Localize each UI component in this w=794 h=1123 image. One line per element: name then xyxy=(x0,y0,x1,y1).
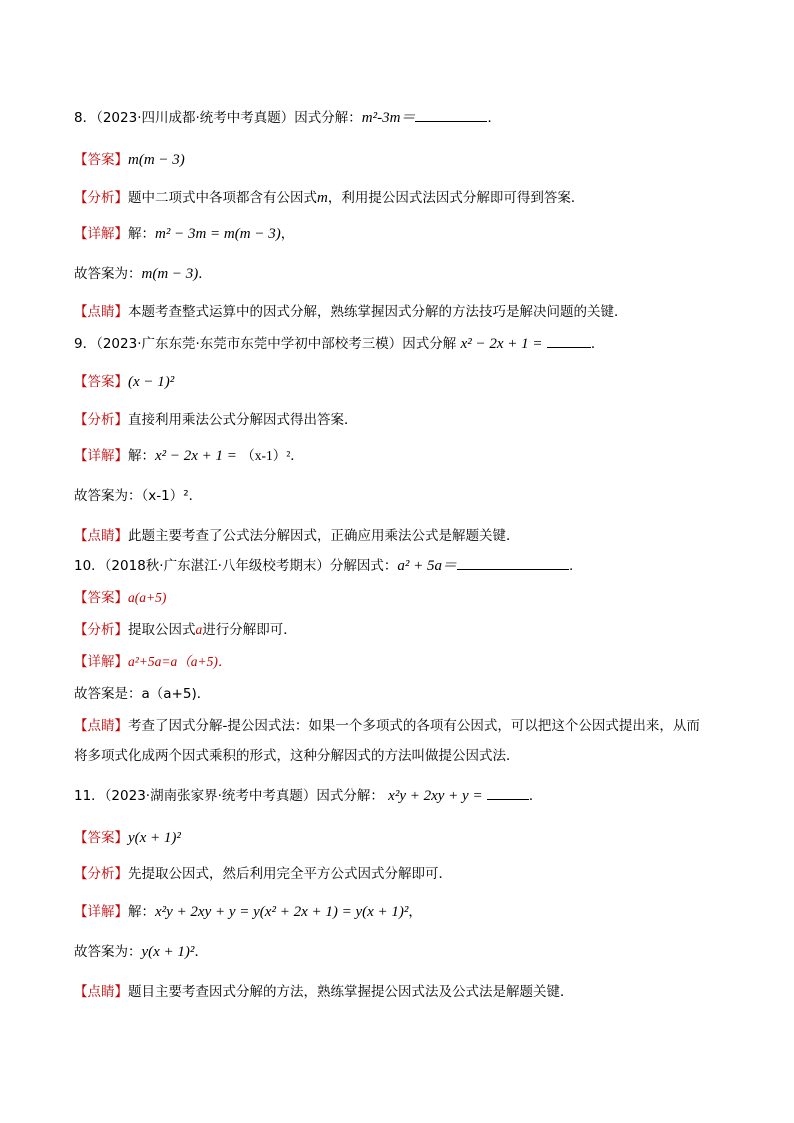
q8-stem-text: 8．（2023·四川成都·统考中考真题）因式分解： xyxy=(74,110,362,126)
q9-answer-blank xyxy=(547,335,591,348)
q11-end: ． xyxy=(528,788,543,804)
q8-detail xyxy=(74,224,294,244)
q8-analysis-text-b: ，利用提公因式法因式分解即可得到答案． xyxy=(327,190,585,206)
analysis-tag: 【分析】 xyxy=(74,622,128,638)
q9-expr: x² − 2x + 1 = xyxy=(460,336,543,352)
q9-end: ． xyxy=(590,336,605,352)
q10-comment-text-2: 将多项式化成两个因式乘积的形式，这种分解因式的方法叫做提公因式法． xyxy=(74,748,520,764)
q9-comment-text: 此题主要考查了公式法分解因式，正确应用乘法公式是解题关键． xyxy=(128,528,520,544)
q8-analysis-var: m xyxy=(317,190,328,206)
q8-final-math: m(m − 3) xyxy=(141,266,199,282)
q9-detail-text: 解： xyxy=(128,448,155,464)
q11-answer-blank xyxy=(487,787,529,800)
q11-answer-math: y(x + 1)² xyxy=(128,830,181,846)
comment-tag: 【点睛】 xyxy=(74,718,128,734)
q8-analysis xyxy=(74,188,584,208)
q11-expr: x²y + 2xy + y = xyxy=(388,788,483,804)
q8-answer-blank xyxy=(415,109,487,122)
q8-end: ． xyxy=(487,110,501,126)
q11-answer xyxy=(74,828,181,848)
q11-detail-text: 解： xyxy=(128,904,155,920)
q8-detail-math: m² − 3m = m(m − 3) xyxy=(155,226,281,242)
q8-comment xyxy=(74,302,628,322)
detail-tag: 【详解】 xyxy=(74,654,128,670)
q10-comment-text-1: 考查了因式分解-提公因式法：如果一个多项式的各项有公因式，可以把这个公因式提出来，从而 xyxy=(128,718,700,734)
q11-comment-text: 题目主要考查因式分解的方法，熟练掌握提公因式法及公式法是解题关键． xyxy=(128,984,574,1000)
comment-tag: 【点睛】 xyxy=(74,304,128,320)
q10-analysis-text-b: 进行分解即可． xyxy=(202,622,297,638)
q9-detail-math: x² − 2x + 1 = xyxy=(155,448,237,464)
q10-end: . xyxy=(569,558,574,574)
detail-tag: 【详解】 xyxy=(74,448,128,464)
detail-tag: 【详解】 xyxy=(74,226,128,242)
q10-expr: a² + 5a＝ xyxy=(397,558,457,574)
q9-final xyxy=(74,486,202,506)
q11-detail-end: ， xyxy=(408,904,422,920)
q9-detail xyxy=(74,446,304,466)
answer-tag: 【答案】 xyxy=(74,590,128,606)
analysis-tag: 【分析】 xyxy=(74,412,128,428)
q11-final-text: 故答案为： xyxy=(74,944,142,960)
q8-comment-text: 本题考查整式运算中的因式分解，熟练掌握因式分解的方法技巧是解决问题的关键． xyxy=(128,304,628,320)
q10-analysis xyxy=(74,620,297,640)
analysis-tag: 【分析】 xyxy=(74,866,128,882)
q8-stem xyxy=(74,108,501,128)
q9-detail-result: （x-1）²． xyxy=(241,448,304,463)
answer-tag: 【答案】 xyxy=(74,830,128,846)
detail-tag: 【详解】 xyxy=(74,904,128,920)
q9-stem-text: 9．（2023·广东东莞·东莞市东莞中学初中部校考三模）因式分解 xyxy=(74,336,457,352)
q8-detail-end: ， xyxy=(280,226,295,242)
q9-stem xyxy=(74,334,604,354)
q10-answer xyxy=(74,588,166,608)
q11-detail-math: x²y + 2xy + y = y(x² + 2x + 1) = y(x + 1)² xyxy=(155,904,409,920)
q8-detail-text: 解： xyxy=(128,226,155,242)
q10-answer-math: a(a+5) xyxy=(128,590,167,605)
q8-final-end: ． xyxy=(198,266,212,282)
q11-final-end: ． xyxy=(194,944,208,960)
q8-final xyxy=(74,264,212,284)
q10-answer-blank xyxy=(457,557,569,570)
q8-answer-math: m(m − 3) xyxy=(128,152,185,168)
q9-analysis xyxy=(74,410,358,430)
q9-answer xyxy=(74,372,174,392)
q10-analysis-text-a: 提取公因式 xyxy=(128,622,196,638)
q9-final-text: 故答案为：（x-1）²． xyxy=(74,488,203,504)
comment-tag: 【点睛】 xyxy=(74,528,128,544)
q8-expr: m²-3m＝ xyxy=(361,110,416,126)
q8-answer xyxy=(74,150,185,170)
q10-stem-text: 10．（2018秋·广东湛江·八年级校考期末）分解因式： xyxy=(74,558,398,574)
q10-comment-cont xyxy=(74,746,520,766)
q10-final xyxy=(74,684,210,704)
answer-tag: 【答案】 xyxy=(74,152,128,168)
q11-stem-text: 11．（2023·湖南张家界·统考中考真题）因式分解： xyxy=(74,788,384,804)
q9-analysis-text: 直接利用乘法公式分解因式得出答案． xyxy=(128,412,358,428)
q8-final-text: 故答案为： xyxy=(74,266,142,282)
q10-detail-math: a²+5a=a（a+5)． xyxy=(128,654,232,669)
q10-detail xyxy=(74,652,231,672)
q11-analysis xyxy=(74,864,452,884)
comment-tag: 【点睛】 xyxy=(74,984,128,1000)
q10-analysis-var: a xyxy=(195,622,203,637)
analysis-tag: 【分析】 xyxy=(74,190,128,206)
q10-stem xyxy=(74,556,573,576)
q8-analysis-text-a: 题中二项式中各项都含有公因式 xyxy=(128,190,317,206)
q11-comment xyxy=(74,982,574,1002)
q10-comment xyxy=(74,716,700,736)
q9-answer-math: (x − 1)² xyxy=(128,374,175,390)
q11-detail xyxy=(74,902,422,922)
q11-analysis-text: 先提取公因式，然后利用完全平方公式因式分解即可． xyxy=(128,866,452,882)
q11-final xyxy=(74,942,208,962)
q9-comment xyxy=(74,526,520,546)
q11-stem xyxy=(74,786,542,806)
q10-final-text: 故答案是：a（a+5)． xyxy=(74,686,211,702)
answer-tag: 【答案】 xyxy=(74,374,128,390)
q11-final-math: y(x + 1)² xyxy=(141,944,195,960)
